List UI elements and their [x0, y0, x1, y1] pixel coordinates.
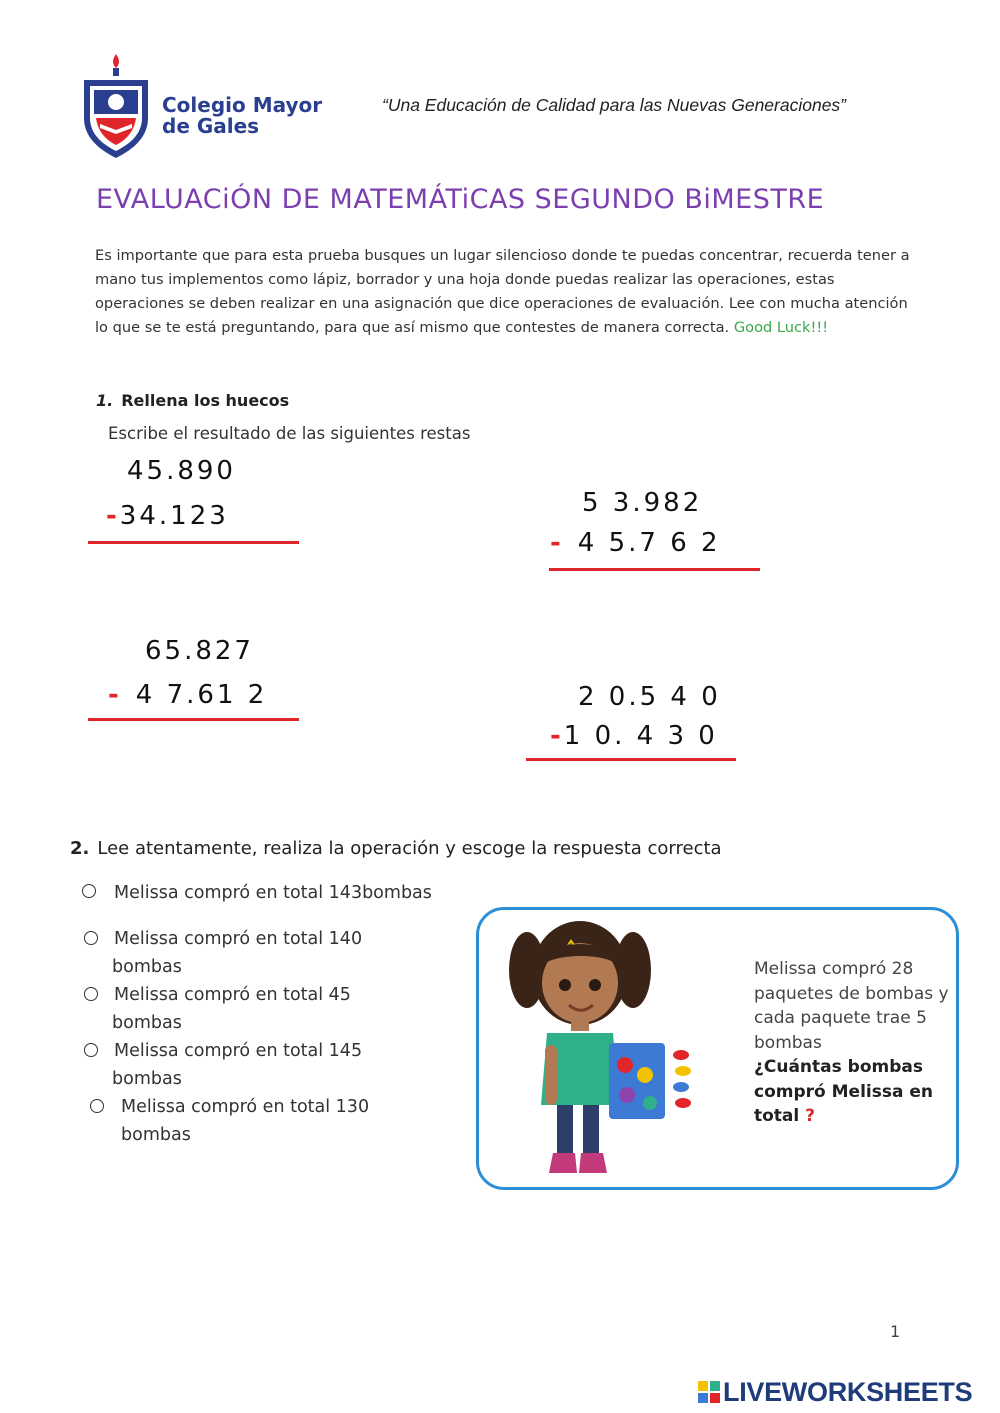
answer-option-3-line2: bombas: [112, 1013, 182, 1033]
minus-sign: -: [550, 721, 564, 751]
answer-option-2-line1: Melissa compró en total 140: [114, 929, 363, 949]
answer-option-3-line1: Melissa compró en total 45: [114, 985, 351, 1005]
subtraction-2-result-line[interactable]: [549, 568, 760, 571]
question-1-heading: [96, 391, 289, 410]
answer-option-2-label: [114, 925, 362, 981]
answer-option-1-label: Melissa compró en total 143bombas: [114, 883, 432, 903]
problem-question: [754, 1055, 954, 1129]
question-2-heading: [70, 838, 722, 859]
question-1-number: 1.: [96, 391, 114, 410]
subtraction-2-bottom: 4 5.7 6 2: [577, 528, 721, 558]
subtraction-4-top: 2 0.5 4 0: [578, 682, 721, 712]
question-2-title: Lee atentamente, realiza la operación y escoge la respuesta correcta: [97, 838, 722, 859]
answer-option-1[interactable]: [80, 880, 480, 920]
minus-sign: -: [550, 528, 564, 558]
subtraction-1-top: 45.890: [127, 456, 236, 486]
minus-sign: -: [106, 501, 120, 531]
question-1-instructions: Escribe el resultado de las siguientes restas: [108, 424, 471, 443]
subtraction-3-bottom: 4 7.61 2: [135, 680, 268, 710]
answer-option-4-label: [114, 1037, 362, 1093]
answer-option-4-line1: Melissa compró en total 145: [114, 1041, 363, 1061]
question-1-title: Rellena los huecos: [121, 391, 290, 410]
brand-footer: [698, 1377, 972, 1408]
problem-question-text: ¿Cuántas bombas compró Melissa en total: [754, 1057, 933, 1126]
subtraction-3-bottom-row: [108, 680, 267, 710]
answer-option-4[interactable]: [82, 1037, 442, 1093]
radio-button-icon[interactable]: [84, 931, 98, 945]
good-luck-text: Good Luck!!!: [733, 319, 829, 336]
subtraction-2-bottom-row: [550, 528, 721, 558]
school-name-line1: Colegio Mayor: [162, 93, 323, 117]
answer-option-2-line2: bombas: [112, 957, 182, 977]
problem-text: [754, 957, 954, 1129]
question-2-number: 2.: [70, 838, 90, 859]
answer-option-4-line2: bombas: [112, 1069, 182, 1089]
subtraction-1-bottom-row: [106, 501, 229, 531]
school-name: [162, 95, 322, 137]
school-motto: “Una Educación de Calidad para las Nuevas Generaciones”: [382, 95, 847, 115]
liveworksheets-logo-icon: [698, 1381, 720, 1403]
problem-statement: Melissa compró 28 paquetes de bombas y cada paquete trae 5 bombas: [754, 959, 949, 1053]
brand-name: LIVEWORKSHEETS: [723, 1377, 973, 1407]
answer-option-3-label: [114, 981, 351, 1037]
subtraction-2-top: 5 3.982: [582, 488, 703, 518]
problem-question-mark: ?: [805, 1106, 816, 1126]
answer-option-5-line1: Melissa compró en total 130: [121, 1097, 370, 1117]
intro-paragraph: [95, 244, 910, 340]
answer-option-5-label: [121, 1093, 369, 1149]
subtraction-1-result-line[interactable]: [88, 541, 299, 544]
intro-text: Es importante que para esta prueba busques un lugar silencioso donde te puedas concentrar, recuerda tener a mano tus implementos como lápiz, borrador y una hoja donde puedas realizar las operaciones, estas operaciones se deben realizar en una asignación que dice operaciones de evaluación. Lee con mucha atención lo que se te está preguntando, para que así mismo que contestes de manera correcta.: [95, 247, 910, 336]
school-name-line2: de Gales: [162, 114, 260, 138]
subtraction-4-bottom: 1 0. 4 3 0: [563, 721, 718, 751]
school-crest-icon: [80, 52, 152, 160]
radio-button-icon[interactable]: [82, 884, 96, 898]
answer-option-5-line2: bombas: [121, 1125, 191, 1145]
radio-button-icon[interactable]: [84, 987, 98, 1001]
answer-option-3[interactable]: [82, 981, 442, 1037]
subtraction-3-top: 65.827: [145, 636, 254, 666]
subtraction-4-bottom-row: [550, 721, 718, 751]
answer-option-2[interactable]: [82, 925, 442, 981]
subtraction-4-result-line[interactable]: [526, 758, 736, 761]
radio-button-icon[interactable]: [84, 1043, 98, 1057]
answer-option-5[interactable]: [88, 1093, 448, 1149]
minus-sign: -: [108, 680, 122, 710]
page-title: EVALUACiÓN DE MATEMÁTiCAS SEGUNDO BiMESTRE: [96, 184, 825, 215]
subtraction-1-bottom: 34.123: [119, 501, 229, 531]
girl-with-balloons-illustration: [505, 915, 700, 1180]
radio-button-icon[interactable]: [90, 1099, 104, 1113]
page-number: 1: [890, 1322, 901, 1341]
subtraction-3-result-line[interactable]: [88, 718, 299, 721]
